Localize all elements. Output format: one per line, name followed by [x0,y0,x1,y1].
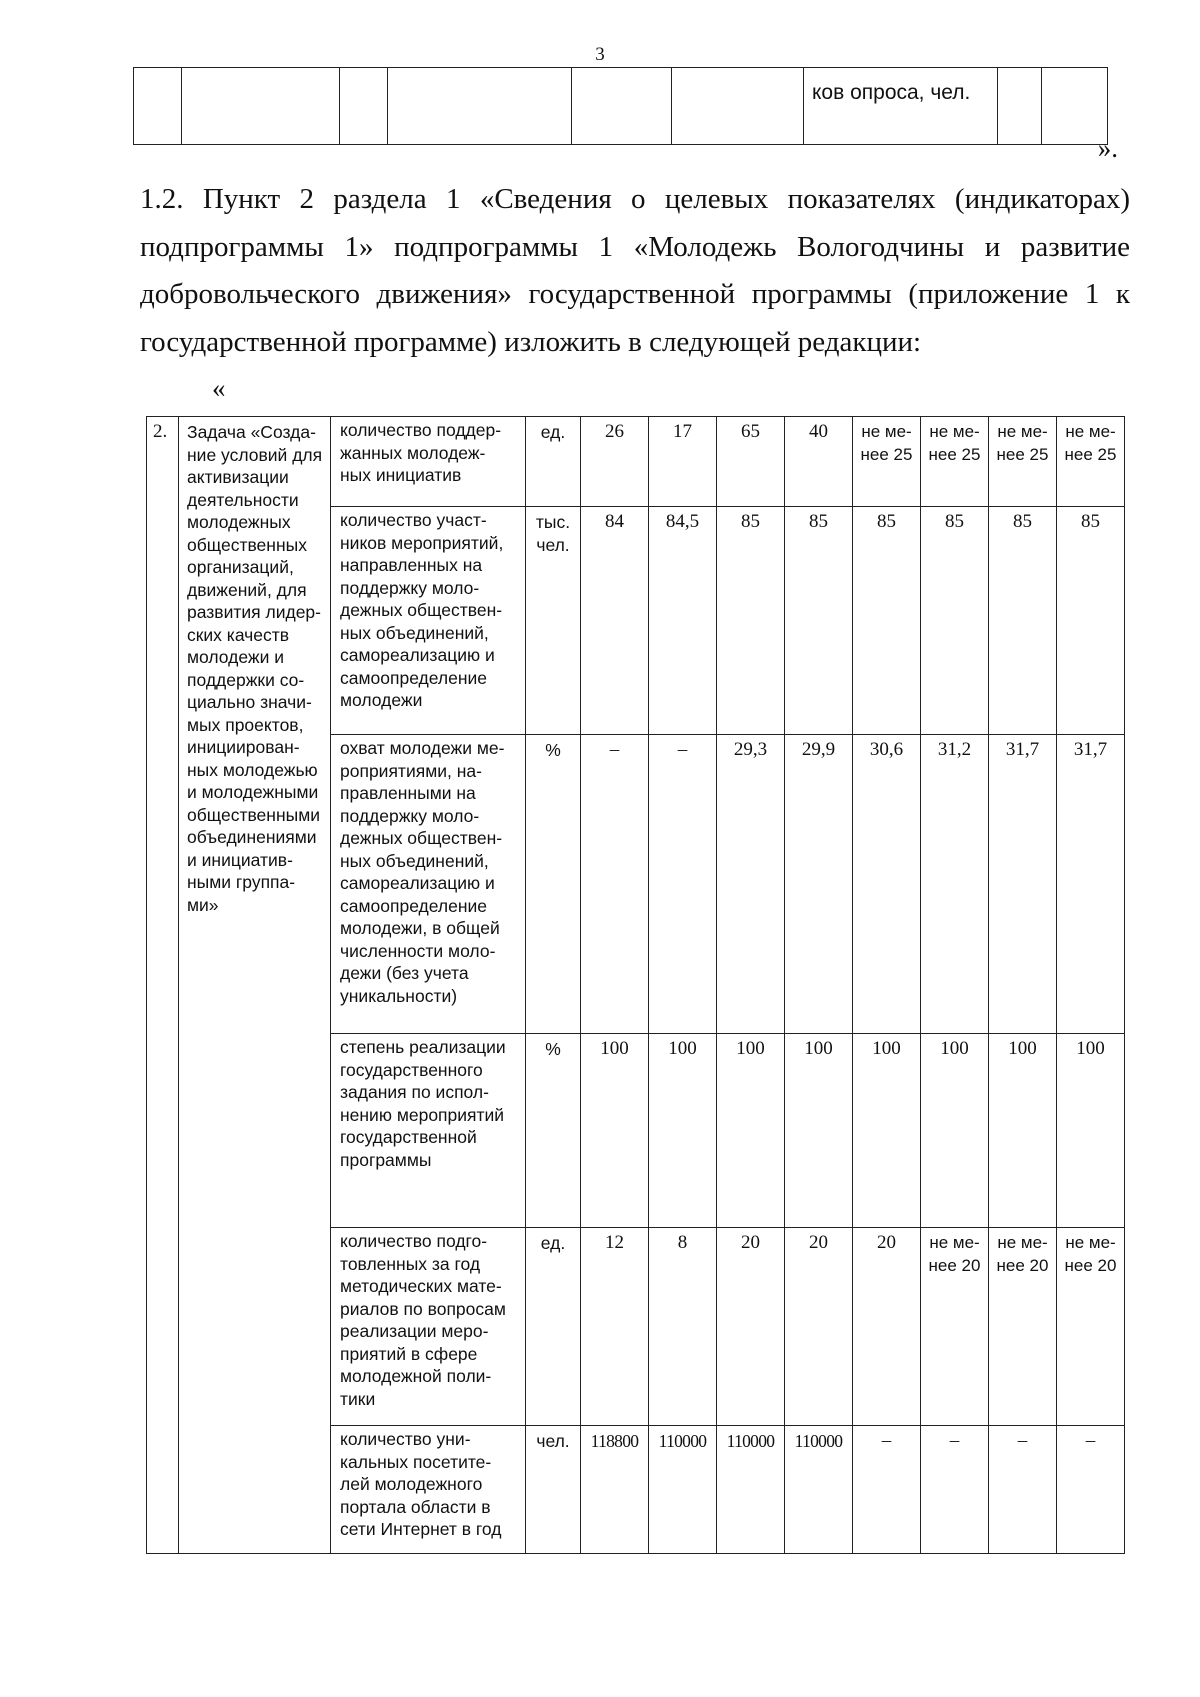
value-cell: 31,7 [1057,735,1125,1034]
value-cell: – [921,1426,989,1554]
unit-cell: % [526,735,581,1034]
value-cell: 110000 [717,1426,785,1554]
value-cell: 85 [989,507,1057,735]
value-cell: 31,7 [989,735,1057,1034]
value-cell: 40 [785,417,853,507]
value-cell: 100 [581,1034,649,1228]
value-cell: – [581,735,649,1034]
value-cell: 100 [989,1034,1057,1228]
row-number-cell: 2. [147,417,179,1554]
opening-quote: « [212,373,226,403]
value-cell: 85 [921,507,989,735]
value-cell: 20 [717,1228,785,1426]
value-cell: – [989,1426,1057,1554]
value-cell: 85 [785,507,853,735]
value-cell: 29,9 [785,735,853,1034]
unit-cell: ед. [526,417,581,507]
continuation-table [133,67,1108,145]
value-cell: 110000 [785,1426,853,1554]
indicator-cell: количество поддер- жанных молодеж- ных инициатив [331,417,526,507]
value-cell: не ме- нее 25 [989,417,1057,507]
value-cell: не ме- нее 25 [1057,417,1125,507]
unit-cell: чел. [526,1426,581,1554]
value-cell: 100 [717,1034,785,1228]
indicator-cell: количество участ- ников мероприятий, направленных на поддержку моло- дежных обществен- ных объединений, самореализацию и самоопределение молодежи [331,507,526,735]
table-cell [182,68,340,145]
value-cell: 85 [1057,507,1125,735]
value-cell: не ме- нее 20 [1057,1228,1125,1426]
page-number: 3 [595,44,605,65]
value-cell: – [853,1426,921,1554]
value-cell: 85 [717,507,785,735]
indicator-cell: степень реализации государственного задания по испол- нению мероприятий государственной программы [331,1034,526,1228]
value-cell: не ме- нее 20 [989,1228,1057,1426]
indicators-table [146,416,1125,1554]
amendment-paragraph: 1.2. Пункт 2 раздела 1 «Сведения о целевых показателях (индикаторах) подпрограммы 1» подпрограммы 1 «Молодежь Вологодчины и развитие добровольческого движения» государственной программы (приложение 1 к государственной программе) изложить в следующей редакции: [140,183,1130,358]
value-cell: 12 [581,1228,649,1426]
value-cell: 118800 [581,1426,649,1554]
table-cell [998,68,1042,145]
table-row [134,68,1108,145]
value-cell: 20 [785,1228,853,1426]
unit-cell: тыс. чел. [526,507,581,735]
table-cell [388,68,572,145]
value-cell: 100 [853,1034,921,1228]
value-cell: 17 [649,417,717,507]
value-cell: 84,5 [649,507,717,735]
indicator-cell: количество уни- кальных посетите- лей молодежного портала области в сети Интернет в год [331,1426,526,1554]
closing-quote: ». [1097,133,1118,163]
value-cell: 30,6 [853,735,921,1034]
value-cell: 110000 [649,1426,717,1554]
unit-cell: % [526,1034,581,1228]
value-cell: 85 [853,507,921,735]
table-cell: ков опроса, чел. [804,68,998,145]
value-cell: 84 [581,507,649,735]
unit-cell: ед. [526,1228,581,1426]
value-cell: 100 [649,1034,717,1228]
value-cell: 20 [853,1228,921,1426]
value-cell: не ме- нее 25 [853,417,921,507]
value-cell: 100 [921,1034,989,1228]
table-cell [340,68,388,145]
value-cell: 26 [581,417,649,507]
table-cell [134,68,182,145]
indicator-cell: количество подго- товленных за год методических мате- риалов по вопросам реализации меро- приятий в сфере молодежной поли- тики [331,1228,526,1426]
value-cell: 8 [649,1228,717,1426]
value-cell: – [1057,1426,1125,1554]
value-cell: 31,2 [921,735,989,1034]
value-cell: 29,3 [717,735,785,1034]
indicator-cell: охват молодежи ме- роприятиями, на- правленными на поддержку моло- дежных обществен- ных объединений, самореализацию и самоопределение молодежи, в общей численности моло- дежи (без учета уникальности) [331,735,526,1034]
value-cell: не ме- нее 20 [921,1228,989,1426]
table-row [147,417,1125,507]
value-cell: 100 [785,1034,853,1228]
value-cell: 65 [717,417,785,507]
table-cell [572,68,672,145]
task-cell: Задача «Созда- ние условий для активизации деятельности молодежных общественных организаций, движений, для развития лидер- ских качеств молодежи и поддержки со- циально значи- мых проектов, инициирован- ных молодежью и молодежными общественными объединениями и инициатив- ными группа- ми» [179,417,331,1554]
value-cell: – [649,735,717,1034]
table-cell [672,68,804,145]
value-cell: не ме- нее 25 [921,417,989,507]
value-cell: 100 [1057,1034,1125,1228]
